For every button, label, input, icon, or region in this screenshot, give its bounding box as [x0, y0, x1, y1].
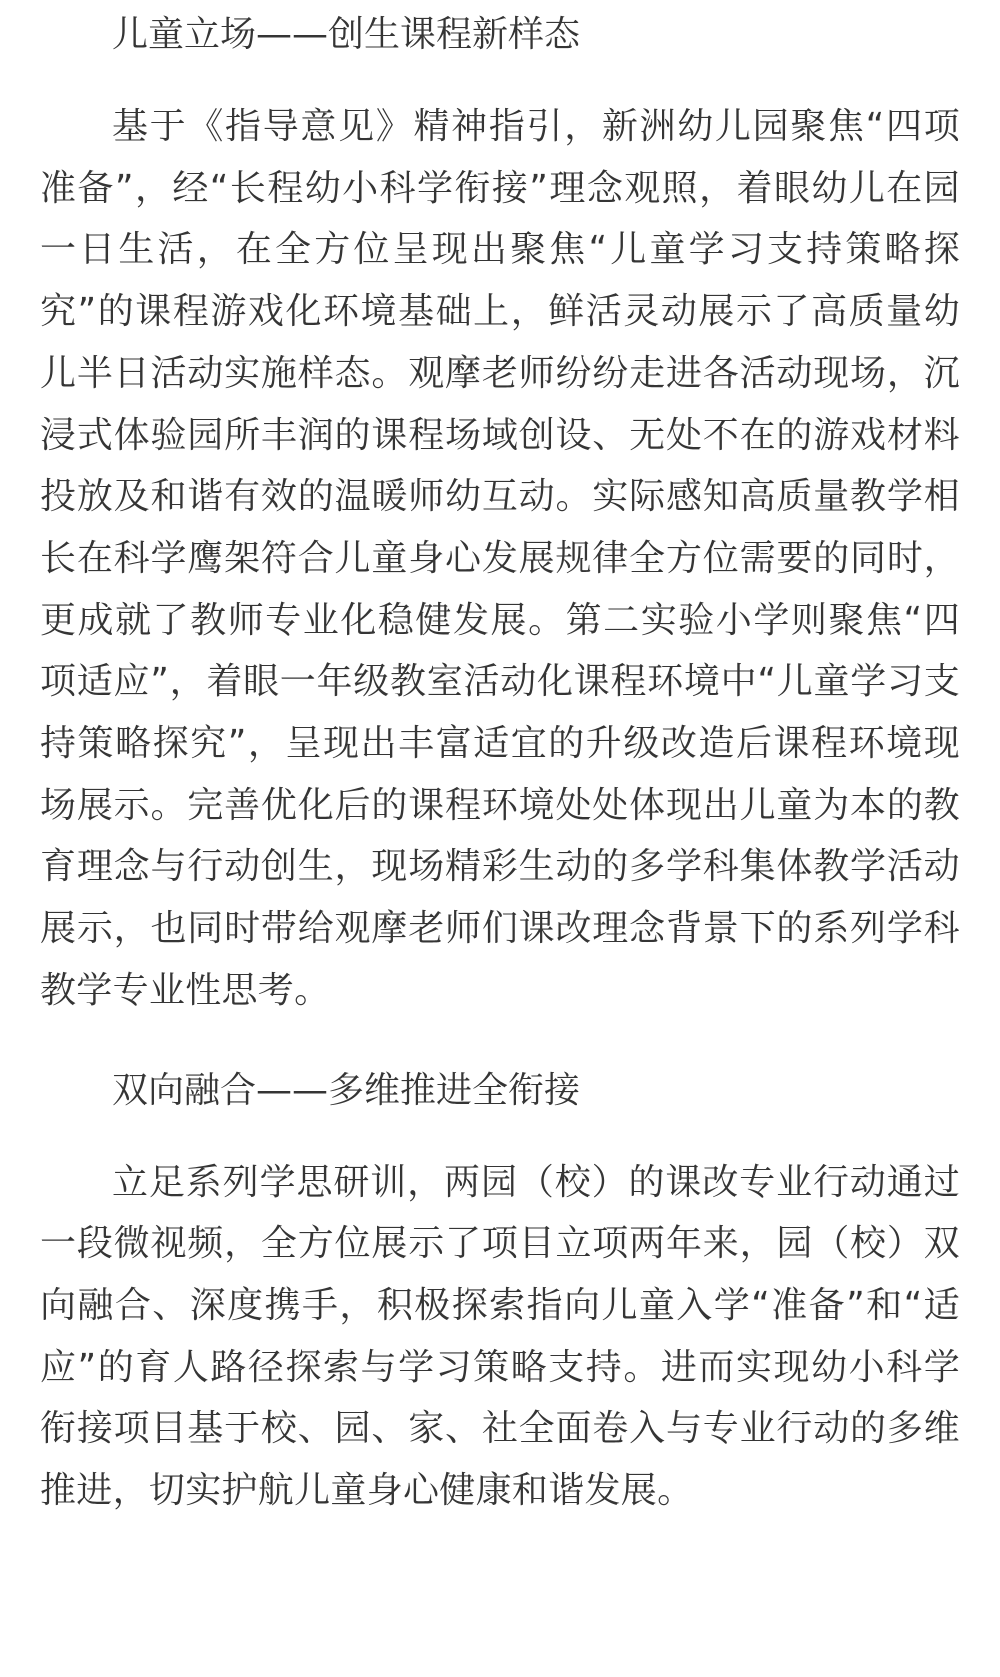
section-heading-two-way-integration: 双向融合——多维推进全衔接 [112, 1069, 581, 1111]
section-heading-child-stance: 儿童立场——创生课程新样态 [112, 14, 581, 55]
paragraph-two-way-integration: 立足系列学思研训，两园（校）的课改专业行动通过一段微视频，全方位展示了项目立项两年来，园（校）双向融合、深度携手，积极探索指向儿童入学“准备”和“适应”的育人路径探索与学习策略支持。进而实现幼小科学衔接项目基于校、园、家、社全面卷入与专业行动的多维推进，切实护航儿童身心健康和谐发展。 [40, 1161, 960, 1512]
paragraph-child-stance: 基于《指导意见》精神指引，新洲幼儿园聚焦“四项准备”，经“长程幼小科学衔接”理念观照，着眼幼儿在园一日生活，在全方位呈现出聚焦“儿童学习支持策略探究”的课程游戏化环境基础上，鲜活灵动展示了高质量幼儿半日活动实施样态。观摩老师纷纷走进各活动现场，沉浸式体验园所丰润的课程场域创设、无处不在的游戏材料投放及和谐有效的温暖师幼互动。实际感知高质量教学相长在科学鹰架符合儿童身心发展规律全方位需要的同时，更成就了教师专业化稳健发展。第二实验小学则聚焦“四项适应”，着眼一年级教室活动化课程环境中“儿童学习支持策略探究”，呈现出丰富适宜的升级改造后课程环境现场展示。完善优化后的课程环境处处体现出儿童为本的教育理念与行动创生，现场精彩生动的多学科集体教学活动展示，也同时带给观摩老师们课改理念背景下的系列学科教学专业性思考。 [40, 106, 960, 1011]
